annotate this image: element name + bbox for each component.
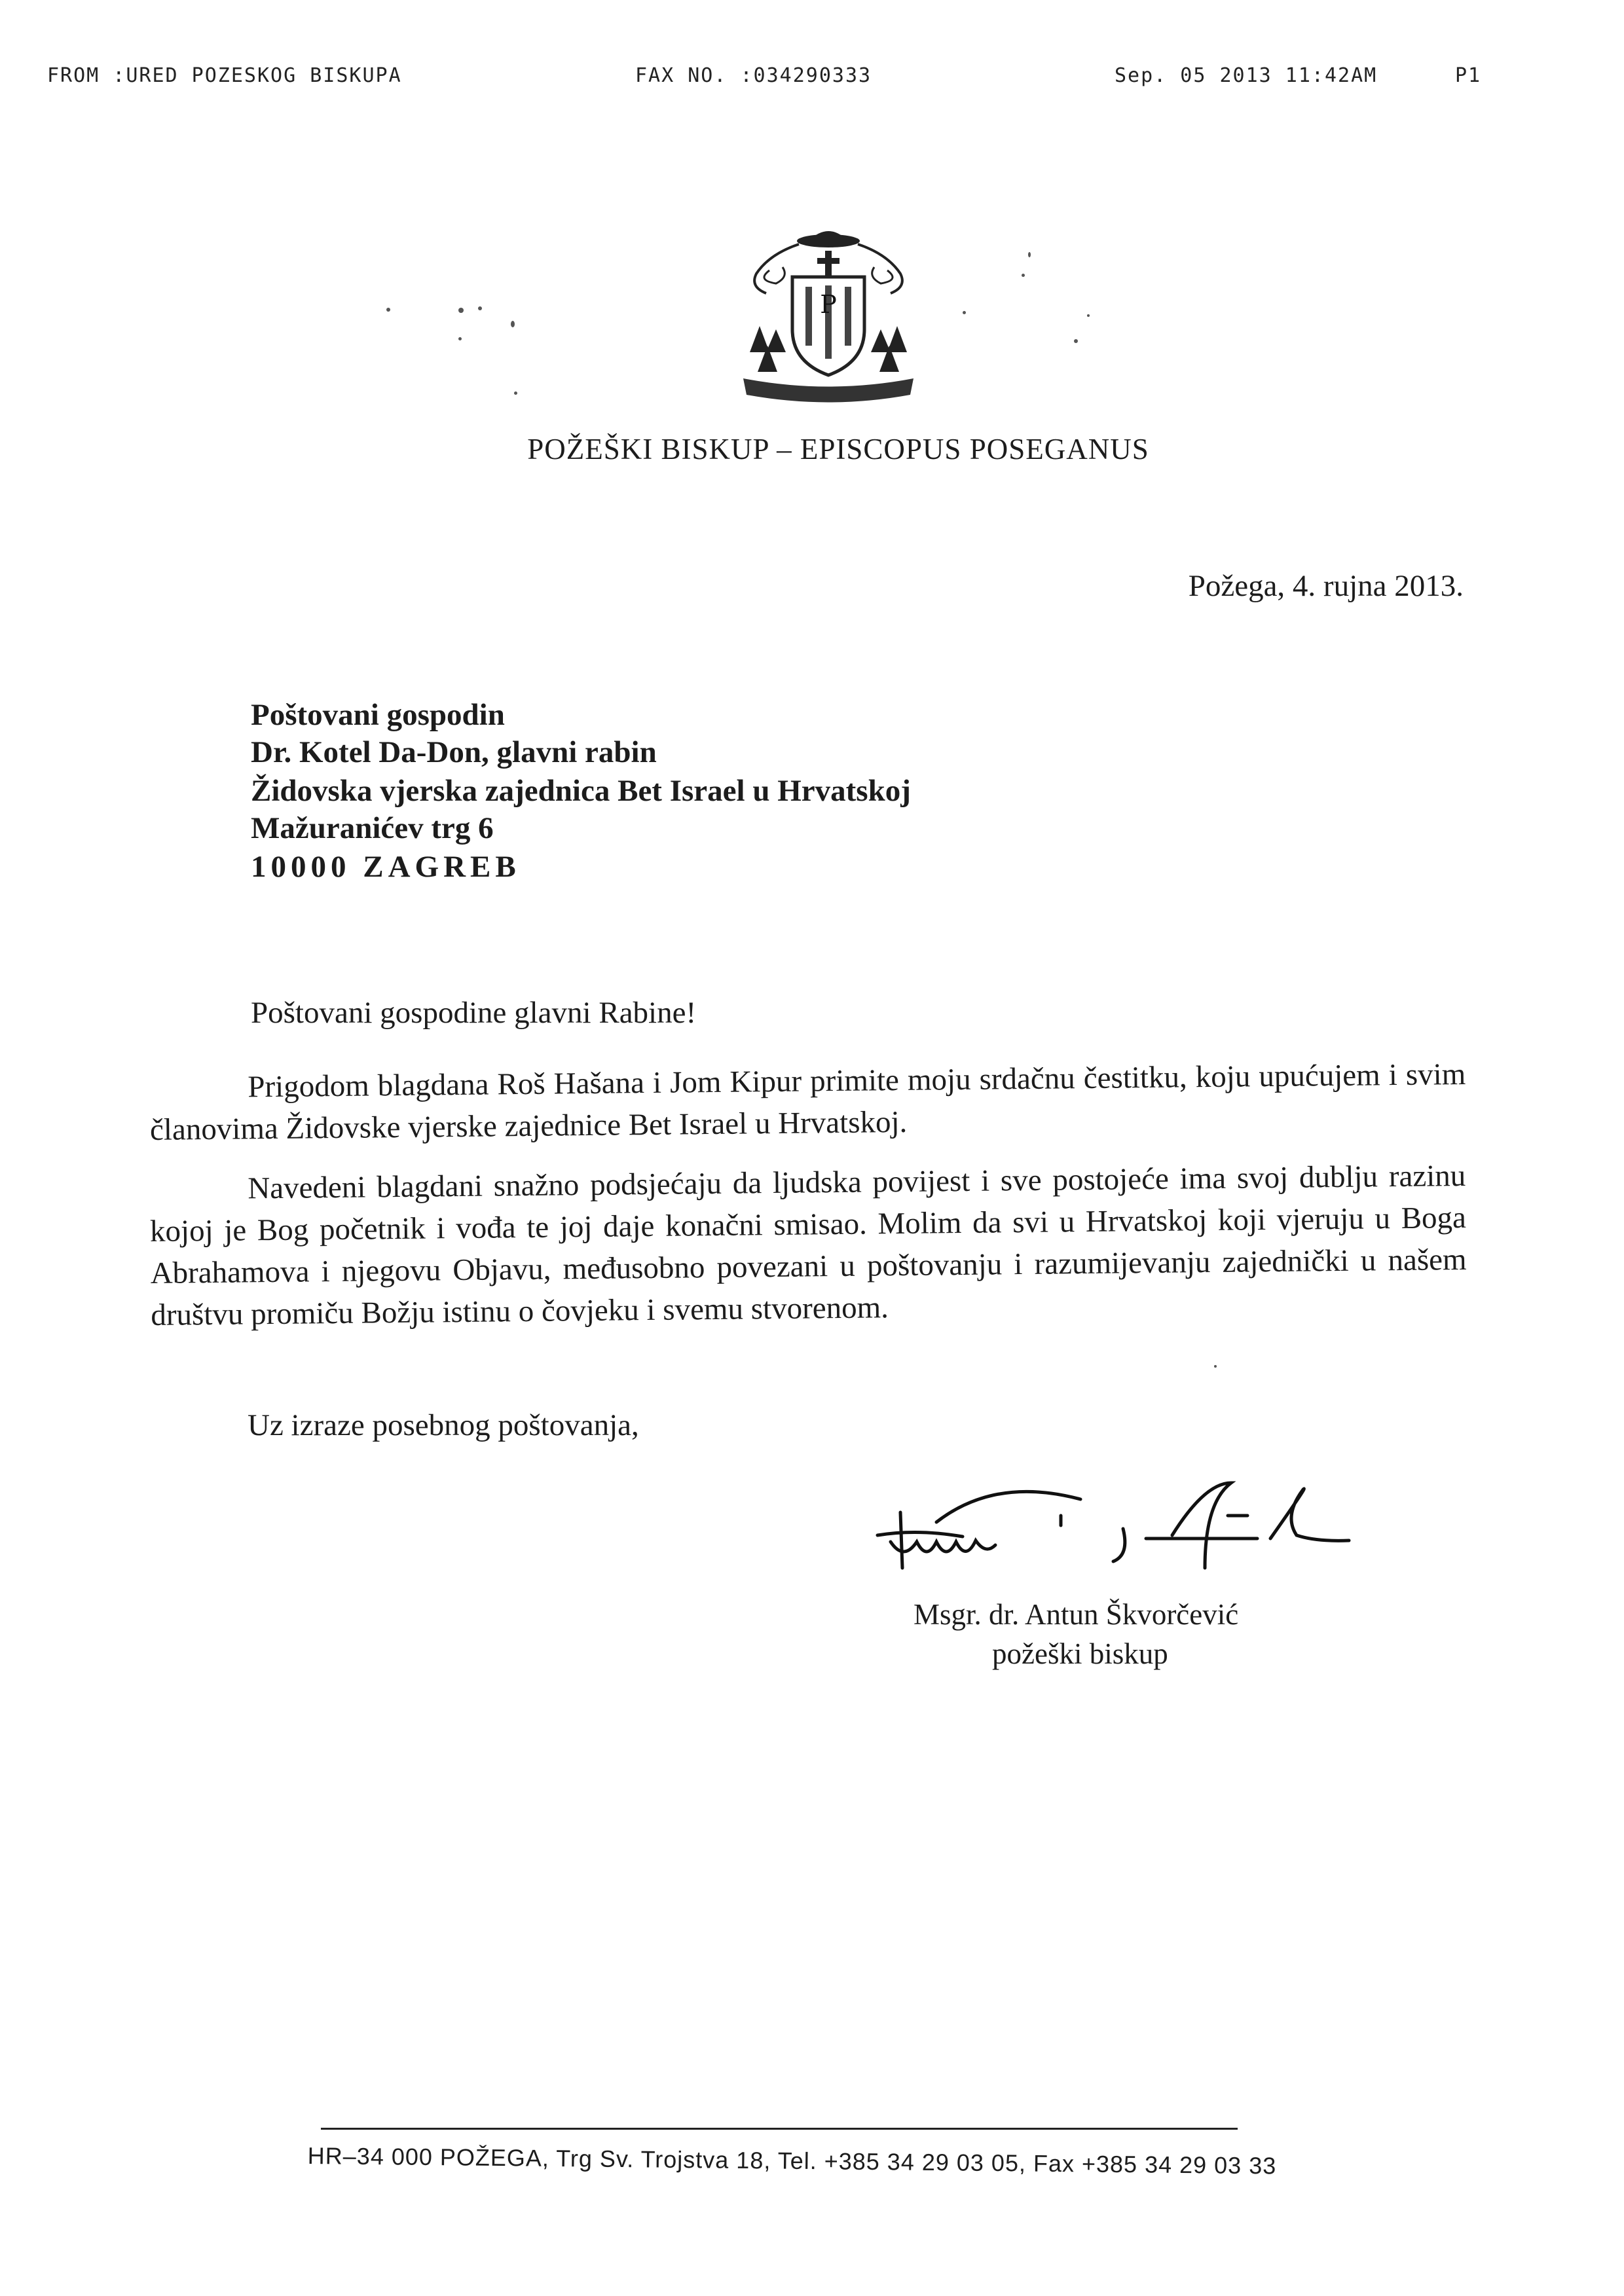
closing-phrase: Uz izraze posebnog poštovanja, (248, 1408, 639, 1442)
episcopal-coat-of-arms-icon (730, 215, 927, 411)
addressee-name: Dr. Kotel Da-Don, glavni rabin (251, 735, 657, 769)
fax-page-number: P1 (1455, 64, 1482, 87)
fax-number: FAX NO. :034290333 (635, 64, 872, 87)
svg-text:P: P (820, 290, 837, 319)
fax-timestamp: Sep. 05 2013 11:42AM (1115, 64, 1378, 87)
signatory-title: požeški biskup (992, 1637, 1168, 1670)
body-paragraph-2: Navedeni blagdani snažno podsjećaju da ljudska povijest i sve postojeće ima svoj dublju razinu kojoj je Bog početnik i vođa te joj daje konačni smisao. Molim da svi u Hrvatskoj koji vjeruju u Boga Abrahamova i njegovu Objavu, međusobno povezani u poštovanju i razumijevanju zajednički u našem društvu promiču Božju istinu o čovjeku i svemu stvorenom. (149, 1158, 1467, 1332)
footer-divider (321, 2128, 1238, 2130)
footer-address: HR–34 000 POŽEGA, Trg Sv. Trojstva 18, Tel. +385 34 29 03 05, Fax +385 34 29 03 33 (307, 2142, 1277, 2179)
body-paragraph-1: Prigodom blagdana Roš Hašana i Jom Kipur primite moju srdačnu čestitku, koju upućujem i svim članovima Židovske vjerske zajednice Bet Israel u Hrvatskoj. (149, 1057, 1466, 1147)
handwritten-signature (864, 1463, 1356, 1588)
letterhead-title: POŽEŠKI BISKUP – EPISCOPUS POSEGANUS (527, 433, 1149, 465)
letter-date: Požega, 4. rujna 2013. (1188, 569, 1464, 603)
signatory-name: Msgr. dr. Antun Škvorčević (913, 1598, 1239, 1631)
fax-sender: FROM :URED POZESKOG BISKUPA (47, 64, 402, 87)
addressee-greeting: Poštovani gospodin (251, 698, 505, 732)
addressee-street: Mažuranićev trg 6 (251, 811, 494, 845)
addressee-city: 10000 ZAGREB (251, 850, 521, 884)
addressee-organization: Židovska vjerska zajednica Bet Israel u Hrvatskoj (251, 774, 911, 808)
salutation: Poštovani gospodine glavni Rabine! (251, 996, 697, 1030)
